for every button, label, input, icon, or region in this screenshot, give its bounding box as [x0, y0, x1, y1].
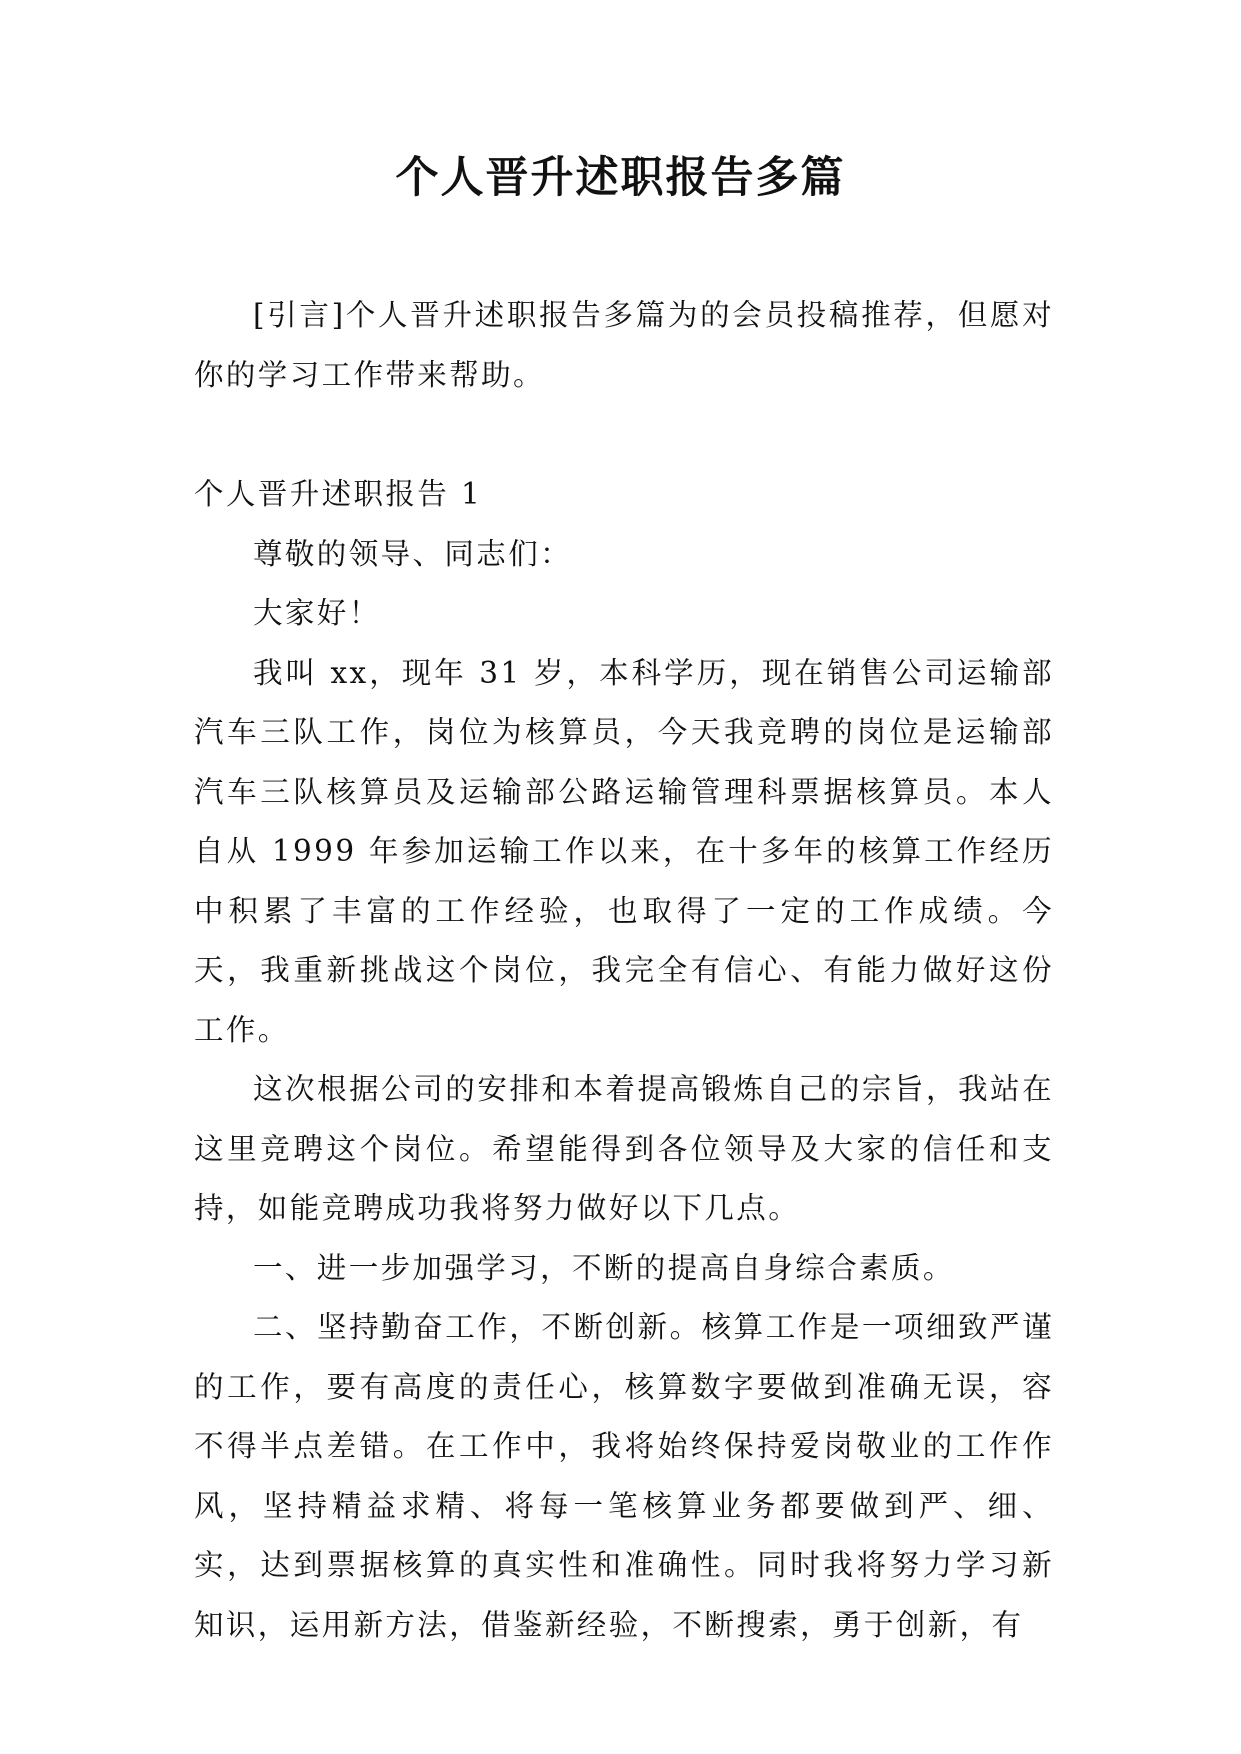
salutation-paragraph: 尊敬的领导、同志们： [253, 536, 573, 571]
purpose-paragraph: 这次根据公司的安排和本着提高锻炼自己的宗旨，我站在这里竞聘这个岗位。希望能得到各位领导及大家的信任和支持，如能竞聘成功我将努力做好以下几点。 [194, 1072, 1054, 1225]
point-two-paragraph: 二、坚持勤奋工作，不断创新。核算工作是一项细致严谨的工作，要有高度的责任心，核算数字要做到准确无误，容不得半点差错。在工作中，我将始终保持爱岗敬业的工作作风，坚持精益求精、将每一笔核算业务都要做到严、细、实，达到票据核算的真实性和准确性。同时我将努力学习新知识，运用新方法，借鉴新经验，不断搜索，勇于创新，有 [194, 1310, 1054, 1642]
section-heading: 个人晋升述职报告 1 [194, 477, 483, 511]
document-title: 个人晋升述职报告多篇 [395, 153, 846, 203]
point-one-paragraph: 一、进一步加强学习，不断的提高自身综合素质。 [253, 1250, 955, 1285]
intro-paragraph: [引言]个人晋升述职报告多篇为的会员投稿推荐，但愿对你的学习工作带来帮助。 [194, 298, 1054, 392]
self-introduction-paragraph: 我叫 xx，现年 31 岁，本科学历，现在销售公司运输部汽车三队工作，岗位为核算员，今天我竞聘的岗位是运输部汽车三队核算员及运输部公路运输管理科票据核算员。本人自从 1999 年参加运输工作以来，在十多年的核算工作经历中积累了丰富的工作经验，也取得了一定的工作成绩。今天，我重新挑战这个岗位，我完全有信心、有能力做好这份工作。 [194, 655, 1054, 1047]
document-body [194, 286, 1054, 1655]
greeting-paragraph: 大家好！ [253, 596, 381, 630]
